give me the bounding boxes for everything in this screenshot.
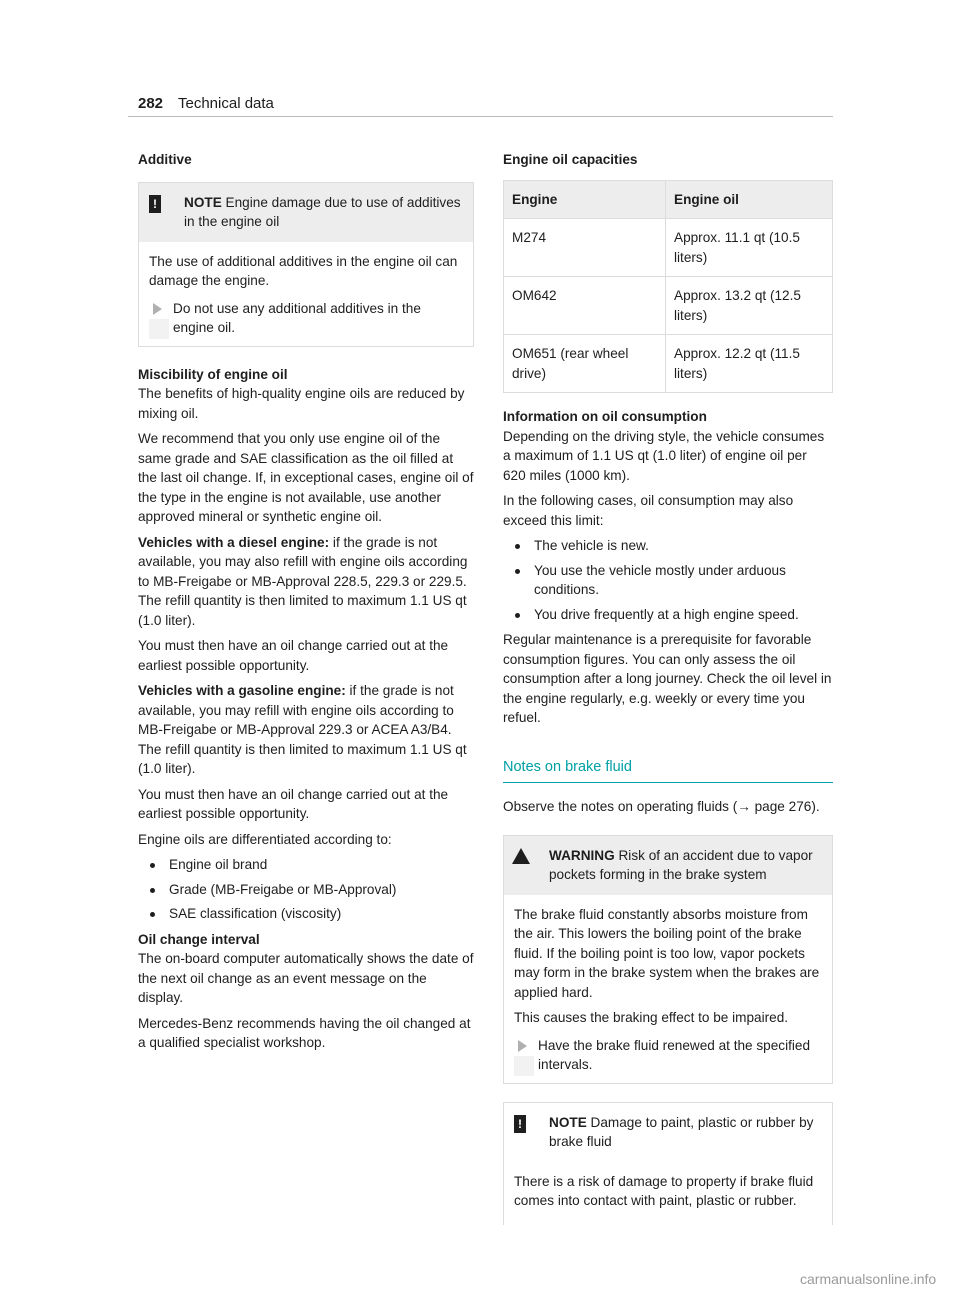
gasoline-label: Vehicles with a gasoline engine:	[138, 683, 346, 698]
list-item: You use the vehicle mostly under arduous conditions.	[503, 561, 833, 600]
warning-title: Risk of an accident due to vapor pockets forming in the brake system	[549, 847, 813, 882]
page-number: 282	[138, 95, 164, 112]
table-row	[504, 219, 833, 277]
step-text: Have the brake fluid renewed at the specified intervals.	[538, 1037, 811, 1072]
table-cell: OM642	[504, 277, 666, 335]
right-column	[503, 150, 833, 1225]
consumption-p1: Depending on the driving style, the vehicle consumes a maximum of 1.1 US qt (1.0 liter) of engine oil per 620 miles (1000 km).	[503, 428, 825, 483]
engine-oil-table	[503, 180, 833, 394]
step-arrow-icon	[153, 303, 162, 315]
note-engine-damage	[138, 182, 474, 347]
warning-triangle-icon	[512, 848, 530, 864]
watermark-link[interactable]: carmanualsonline.info	[800, 1271, 937, 1287]
note-title: Damage to paint, plastic or rubber by brake fluid	[549, 1114, 814, 1149]
warning-p2: This causes the braking effect to be impaired.	[514, 1010, 789, 1025]
consumption-p2: In the following cases, oil consumption may also exceed this limit:	[503, 493, 794, 528]
column-header: Engine	[504, 180, 666, 219]
exclamation-icon: !	[149, 195, 161, 213]
gasoline-paragraph: Vehicles with a gasoline engine: if the grade is not available, you may refill with engine oils according to MB-Freigabe or MB-Approval 229.3 or ACEA A3/B4. The refill quantity is then limited to maximum 1.1 US qt (1.0 liter).	[138, 683, 467, 776]
note-header	[504, 1103, 832, 1162]
consumption-list	[503, 536, 833, 624]
table-cell: Approx. 12.2 qt (11.5 liters)	[666, 335, 833, 393]
list-item: Engine oil brand	[138, 855, 474, 875]
note-header	[139, 183, 473, 242]
interval-p1: The on-board computer automatically shows the date of the next oil change as an event message on the display.	[138, 951, 474, 1005]
table-header-row	[504, 180, 833, 219]
diesel-paragraph: Vehicles with a diesel engine: if the grade is not available, you may also refill with engine oils according to MB-Freigabe or MB-Approval 228.5, 229.3 or 229.5. The refill quantity is then limited to maximum 1.1 US qt (1.0 liter).	[138, 534, 468, 628]
interval-p2: Mercedes-Benz recommends having the oil changed at a qualified specialist workshop.	[138, 1015, 471, 1050]
note-brake-fluid-damage	[503, 1102, 833, 1225]
page-header	[128, 94, 833, 117]
note-text: There is a risk of damage to property if brake fluid comes into contact with paint, plastic or rubber.	[514, 1173, 814, 1208]
list-item: Grade (MB-Freigabe or MB-Approval)	[138, 880, 474, 900]
instruction-step	[514, 1036, 822, 1075]
miscibility-heading: Miscibility of engine oil	[138, 366, 288, 382]
diesel-label: Vehicles with a diesel engine:	[138, 534, 330, 550]
step-arrow-icon	[518, 1040, 527, 1052]
exclamation-icon: !	[514, 1115, 526, 1133]
warning-label: WARNING	[549, 847, 615, 863]
table-row	[504, 277, 833, 335]
differentiated-text: Engine oils are differentiated according to:	[138, 831, 392, 847]
observe-text[interactable]: Observe the notes on operating fluids (→ page 276).	[503, 799, 820, 814]
table-cell: OM651 (rear wheel drive)	[504, 335, 666, 393]
warning-header	[504, 836, 832, 895]
consumption-p3: Regular maintenance is a prerequisite for favorable consumption figures. You can only assess the oil consumption after a long journey. Check the oil level in the engine regularly, e.g. weekly or every time you refuel.	[503, 632, 832, 725]
page-title: Technical data	[178, 95, 274, 112]
column-header: Engine oil	[666, 180, 833, 219]
consumption-heading: Information on oil consumption	[503, 409, 707, 424]
table-row	[504, 335, 833, 393]
instruction-step	[149, 299, 463, 338]
diesel-follow: You must then have an oil change carried out at the earliest possible opportunity.	[138, 638, 449, 673]
left-column	[138, 150, 474, 1059]
table-cell: M274	[504, 219, 666, 277]
warning-vapor-pockets	[503, 835, 833, 1084]
gasoline-follow: You must then have an oil change carried out at the earliest possible opportunity.	[138, 786, 449, 821]
miscibility-p2: We recommend that you only use engine oil of the same grade and SAE classification as the oil filled at the last oil change. If, in exceptional cases, engine oil of the type in the engine is not available, use another approved mineral or synthetic engine oil.	[138, 431, 474, 524]
capacities-heading: Engine oil capacities	[503, 152, 638, 167]
note-body	[139, 242, 473, 346]
note-body	[504, 1162, 832, 1225]
warning-body	[504, 895, 832, 1083]
brake-fluid-section-title: Notes on brake fluid	[503, 758, 833, 784]
note-text: The use of additional additives in the engine oil can damage the engine.	[149, 253, 458, 288]
miscibility-p1: The benefits of high-quality engine oils are reduced by mixing oil.	[138, 386, 465, 421]
note-label: NOTE	[549, 1114, 587, 1130]
list-item: The vehicle is new.	[503, 536, 833, 556]
note-label: NOTE	[184, 194, 222, 210]
list-item: SAE classification (viscosity)	[138, 904, 474, 924]
interval-heading: Oil change interval	[138, 931, 260, 947]
warning-p1: The brake fluid constantly absorbs moisture from the air. This lowers the boiling point of the brake fluid. If the boiling point is too low, vapor pockets may form in the brake system when the brakes are applied hard.	[514, 906, 820, 1000]
oil-criteria-list	[138, 855, 474, 924]
step-text: Do not use any additional additives in the engine oil.	[173, 300, 421, 335]
table-cell: Approx. 11.1 qt (10.5 liters)	[666, 219, 833, 277]
list-item: You drive frequently at a high engine speed.	[503, 605, 833, 625]
note-title: Engine damage due to use of additives in the engine oil	[184, 194, 461, 229]
table-cell: Approx. 13.2 qt (12.5 liters)	[666, 277, 833, 335]
additive-heading: Additive	[138, 152, 192, 167]
